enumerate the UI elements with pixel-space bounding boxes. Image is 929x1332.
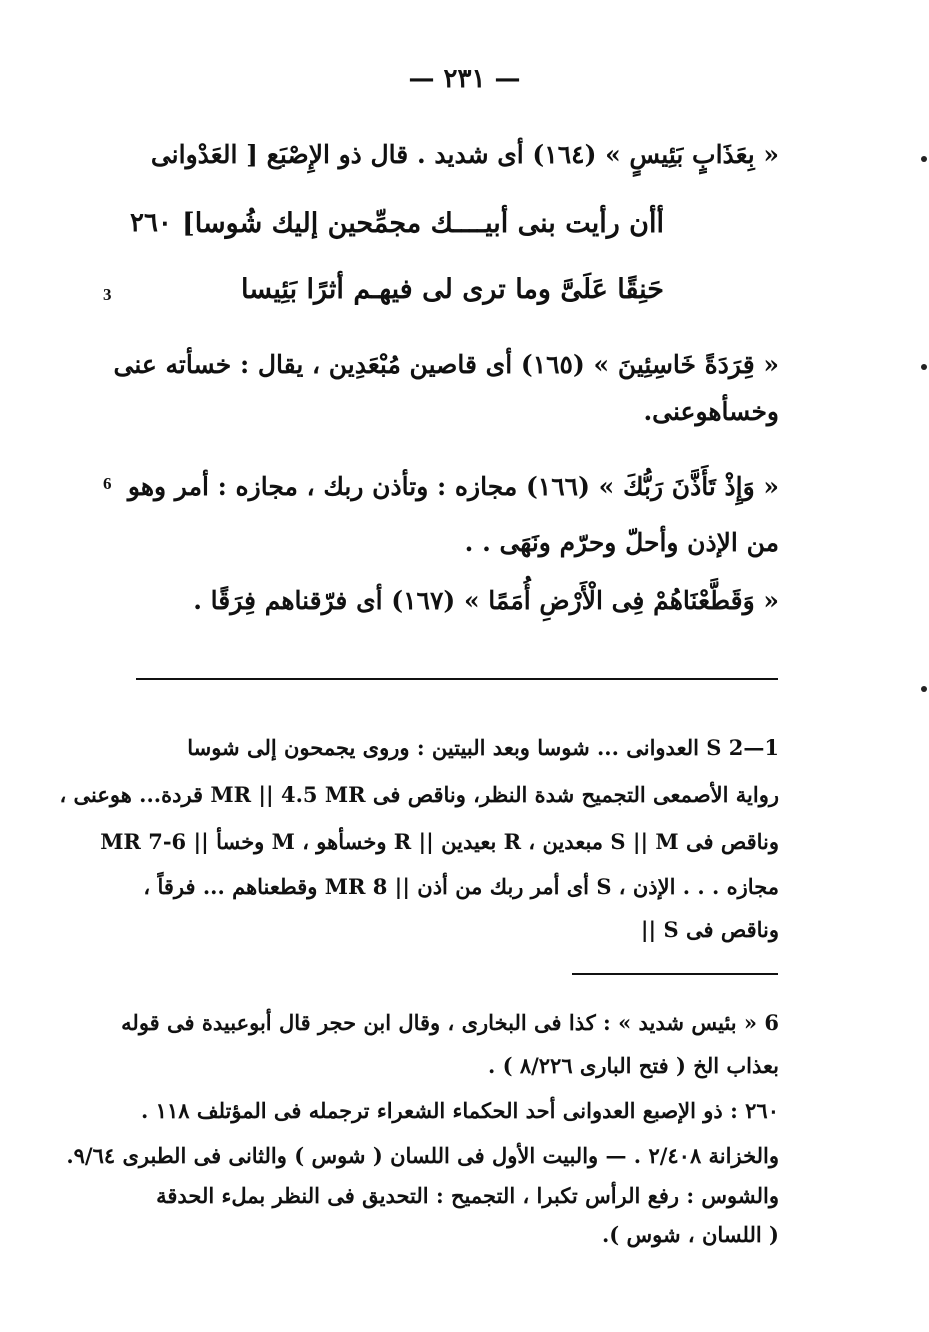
apparatus-line-3: وناقص فى S || M مبعدين ، R بعيدين || R وخسأهو ، M وخسأ || 6-7 MR [100, 829, 779, 854]
line-number-6: 6 [103, 474, 112, 493]
line-number-3: 3 [103, 285, 112, 304]
main-line-8: « وَقَطَّعْنَاهُمْ فِى الْأَرْضِ أُمَمًا » (١٦٧) أى فرّقناهم فِرَقًا . [193, 586, 779, 615]
note-line-2: بعذاب الخ ( فتح البارى ٨/٢٢٦ ) . [487, 1053, 779, 1078]
apparatus-line-2: رواية الأصمعى التجميح شدة النظر، وناقص فى MR || 4.5 MR قردة... هوعنى ، [59, 782, 779, 807]
main-line-7: من الإذن وأحلّ وحرّم ونَهَى . . [464, 528, 779, 557]
main-line-6: « وَإِذْ تَأَذَّنَ رَبُّكَ » (١٦٦) مجازه : وتأذن ربك ، مجازه : أمر وهو [127, 472, 779, 501]
apparatus-line-4: مجازه . . . الإذن ، S أى أمر ربك من أذن || 8 MR وقطعناهم ... فرقاً ، [143, 874, 779, 899]
note-line-4: والخزانة ٢/٤٠٨ . — والبيت الأول فى اللسان ( شوس ) والثانى فى الطبرى ٩/٦٤. [66, 1143, 779, 1168]
apparatus-line-5: وناقص فى S || [640, 917, 779, 942]
notes-separator-rule [572, 973, 778, 975]
apparatus-line-1: 1—2 S العدوانى ... شوسا وبعد البيتين : وروى يجمحون إلى شوسا [187, 735, 779, 760]
page-number: — ٢٣١ — [408, 64, 521, 94]
main-line-4: « قِرَدَةً خَاسِئِينَ » (١٦٥) أى قاصين مُبْعَدِين ، يقال : خسأته عنى [113, 350, 779, 379]
note-line-5: والشوس : رفع الرأس تكبرا ، التجميح : التحديق فى النظر بملء الحدقة [156, 1183, 779, 1208]
note-line-6: ( اللسان ، شوس ). [601, 1222, 779, 1247]
margin-speck [921, 156, 927, 162]
main-line-5: وخسأهوعنى. [643, 397, 779, 426]
margin-speck [921, 686, 927, 692]
verse-number: ٢٦٠ [130, 208, 172, 238]
verse-1-hemistich: أأن رأيت بنى أبيــــك مجمِّحين إليك شُوسا] [182, 208, 664, 239]
note-line-1: 6 « بئيس شديد » : كذا فى البخارى ، وقال ابن حجر قال أبوعبيدة فى قوله [121, 1010, 779, 1035]
note-line-3: ٢٦٠ : ذو الإصبع العدوانى أحد الحكماء الشعراء ترجمله فى المؤتلف ١١٨ . [141, 1098, 779, 1123]
margin-speck [921, 364, 927, 370]
main-line-1: « بِعَذَابٍ بَئِيسٍ » (١٦٤) أى شديد . قال ذو الإِصْبَع [ العَدْوانى [150, 140, 779, 169]
verse-2-hemistich: حَنِقًا عَلَىَّ وما ترى لى فيهـم أثرًا بَئِيسا [241, 274, 664, 305]
separator-rule [136, 678, 778, 680]
